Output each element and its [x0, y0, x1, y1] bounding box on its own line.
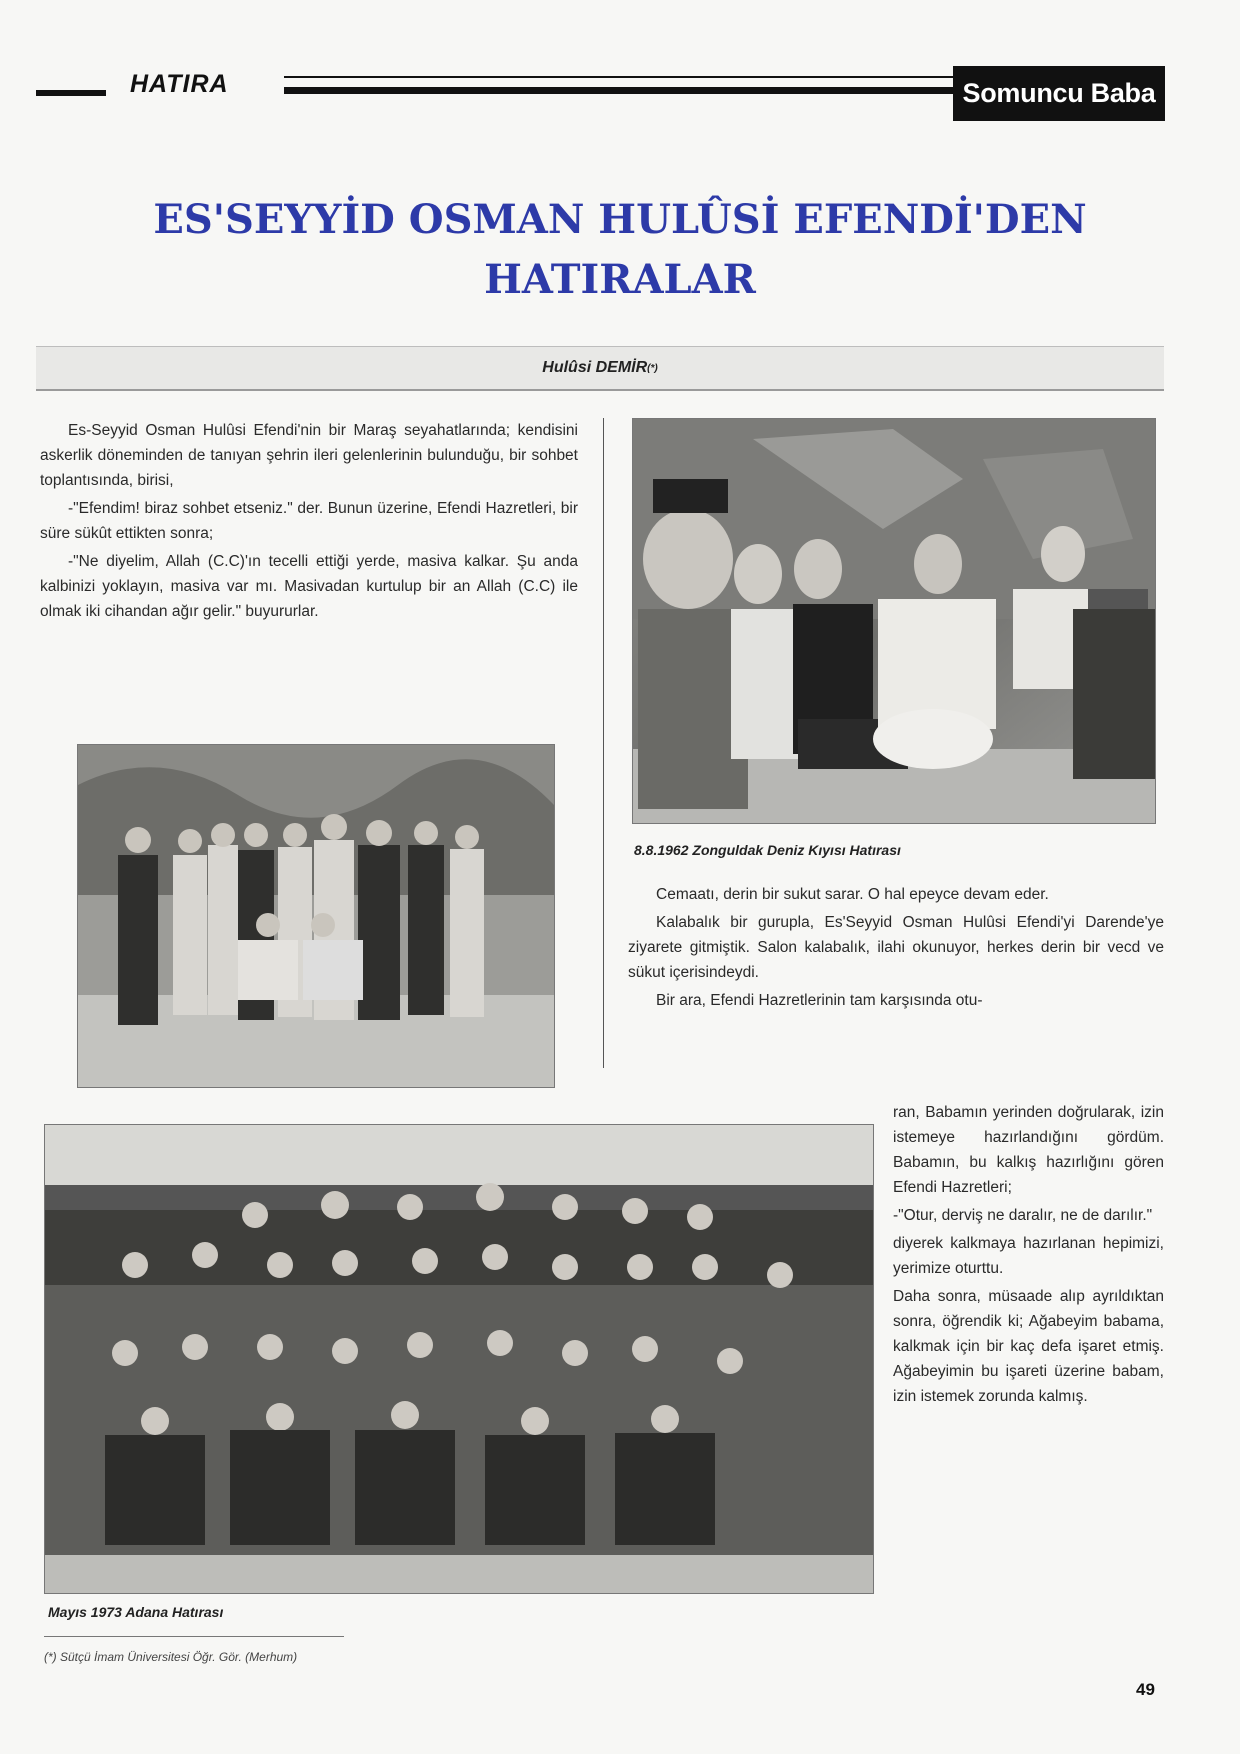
author-footnote-mark: (*) [647, 362, 658, 374]
paragraph: Es-Seyyid Osman Hulûsi Efendi'nin bir Maraş seyahatlarında; kendisini askerlik döneminden de tanıyan şehrin ileri gelenlerinin bulunduğu, bir sohbet toplantısında, birisi, [40, 422, 578, 489]
photo-zonguldak [632, 418, 1156, 824]
photo-adana [44, 1124, 874, 1594]
paragraph: ran, Babamın yerinden doğrularak, izin istemeye hazırlandığını gördüm. Babamın, bu kalkış hazırlığını gören Efendi Hazretleri; [893, 1104, 1164, 1196]
footnote-rule [44, 1636, 344, 1637]
header-bar-left [36, 90, 106, 96]
article-title-line-1: ES'SEYYİD OSMAN HULÛSİ EFENDİ'DEN [153, 196, 1087, 243]
article-title [0, 190, 1240, 310]
page-number: 49 [1136, 1680, 1155, 1699]
author-name: Hulûsi DEMİR [542, 359, 648, 376]
footnote: (*) Sütçü İmam Üniversitesi Öğr. Gör. (Merhum) [44, 1650, 298, 1664]
paragraph: Bir ara, Efendi Hazretlerinin tam karşısında otu- [656, 992, 983, 1009]
header-rule-thick [284, 87, 956, 94]
paragraph: -"Ne diyelim, Allah (C.C)'ın tecelli ettiği yerde, masiva kalkar. Şu anda kalbinizi yoklayın, masiva var mı. Masivadan kurtulup bir an Allah (C.C) ile olmak iki cihandan ağır gelir." buyururlar. [40, 553, 578, 620]
column-divider [603, 418, 604, 1068]
body-column-narrow [893, 1100, 1164, 1412]
article-title-line-2: HATIRALAR [484, 256, 756, 303]
photo-caption-zonguldak: 8.8.1962 Zonguldak Deniz Kıyısı Hatırası [634, 842, 901, 858]
magazine-brand: Somuncu Baba [953, 66, 1165, 121]
paragraph: -"Otur, derviş ne daralır, ne de darılır." [893, 1207, 1153, 1224]
paragraph: Kalabalık bir gurupla, Es'Seyyid Osman Hulûsi Efendi'yi Darende'ye ziyarete gitmiştik. Salon kalabalık, ilahi okunuyor, herkes derin bir vecd ve sükut içerisindeydi. [628, 914, 1164, 981]
header-rule-thin [284, 76, 956, 78]
paragraph: -"Efendim! biraz sohbet etseniz." der. Bunun üzerine, Efendi Hazretleri, bir süre sükût ettikten sonra; [40, 500, 578, 542]
body-column-left [40, 418, 578, 627]
paragraph: Daha sonra, müsaade alıp ayrıldıktan sonra, öğrendik ki; Ağabeyim babama, kalkmak için bir kaç defa işaret etmiş. Ağabeyimin bu işareti üzerine babam, izin istemek zorunda kalmış. [893, 1288, 1164, 1405]
paragraph: Cemaatı, derin bir sukut sarar. O hal epeyce devam eder. [656, 886, 1049, 903]
paragraph: diyerek kalkmaya hazırlanan hepimizi, yerimize oturttu. [893, 1235, 1164, 1277]
author-band [36, 346, 1164, 391]
section-label: HATIRA [130, 70, 229, 98]
photo-outdoor-group [77, 744, 555, 1088]
body-column-right [628, 882, 1164, 1016]
photo-caption-adana: Mayıs 1973 Adana Hatırası [48, 1604, 224, 1620]
